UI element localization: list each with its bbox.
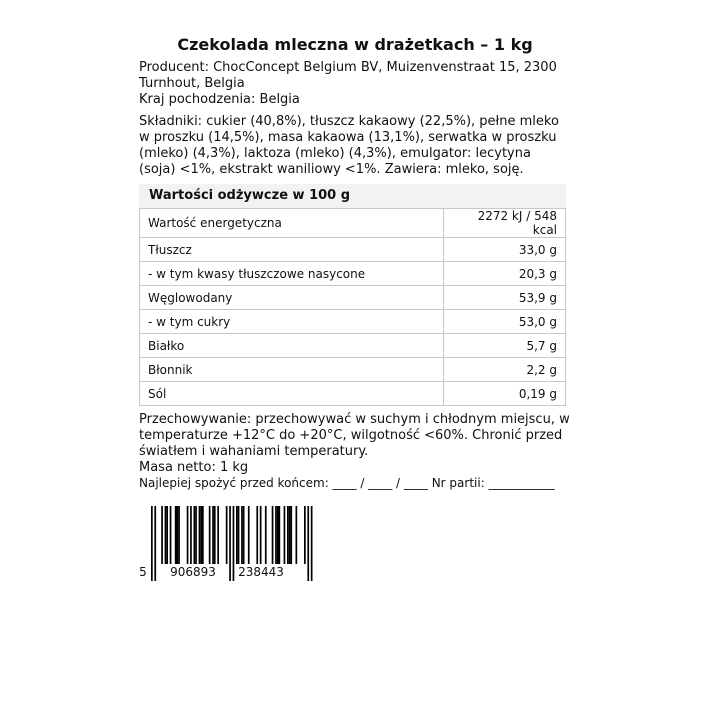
barcode-guard-bar xyxy=(229,506,231,581)
nutrition-table-header: Wartości odżywcze w 100 g xyxy=(139,184,566,208)
barcode-bar xyxy=(287,506,289,564)
nutrition-table xyxy=(139,184,566,406)
product-title: Czekolada mleczna w drażetkach – 1 kg xyxy=(177,35,533,54)
barcode-bar xyxy=(202,506,204,564)
ingredients-list: Składniki: cukier (40,8%), tłuszcz kakaowy (22,5%), pełne mleko w proszku (14,5%), masa kakaowa (13,1%), serwatka w proszku (mleko) (4,3%), laktoza (mleko) (4,3%), emulgator: lecytyna (soja) <1%, ekstrakt waniliowy <1%. Zawiera: mleko, soję. xyxy=(139,114,559,177)
nutrient-value: 0,19 g xyxy=(444,382,566,406)
barcode-bar xyxy=(209,506,211,564)
nutrient-name: - w tym kwasy tłuszczowe nasycone xyxy=(140,262,444,286)
nutrient-value: 53,0 g xyxy=(444,310,566,334)
table-row xyxy=(140,286,566,310)
nutrient-name: - w tym cukry xyxy=(140,310,444,334)
barcode-bar xyxy=(272,506,274,564)
barcode-first-digit: 5 xyxy=(139,565,147,579)
barcode-guard-bar xyxy=(311,506,313,581)
barcode xyxy=(139,506,314,582)
barcode-bar xyxy=(265,506,267,564)
barcode-bar xyxy=(199,506,201,564)
barcode-guard-bar xyxy=(307,506,309,581)
barcode-guard-bar xyxy=(151,506,153,581)
nutrient-name: Białko xyxy=(140,334,444,358)
net-mass: Masa netto: 1 kg xyxy=(139,460,249,475)
best-before-line: Najlepiej spożyć przed końcem: ____ / ____ / ____ Nr partii: ___________ xyxy=(139,476,555,490)
barcode-bar xyxy=(260,506,262,564)
nutrient-value: 20,3 g xyxy=(444,262,566,286)
barcode-bar xyxy=(256,506,258,564)
barcode-bar xyxy=(241,506,243,564)
barcode-guard-bar xyxy=(154,506,156,581)
barcode-bar xyxy=(284,506,286,564)
barcode-bar xyxy=(248,506,250,564)
nutrient-value: 33,0 g xyxy=(444,238,566,262)
barcode-bar xyxy=(226,506,228,564)
barcode-bar xyxy=(187,506,189,564)
table-row xyxy=(140,262,566,286)
barcode-bar xyxy=(194,506,196,564)
barcode-guard-bar xyxy=(233,506,235,581)
barcode-bar xyxy=(212,506,214,564)
barcode-bar xyxy=(166,506,168,564)
barcode-bar xyxy=(195,506,197,564)
nutrient-value: 2272 kJ / 548 kcal xyxy=(444,209,566,238)
nutrient-name: Błonnik xyxy=(140,358,444,382)
table-row xyxy=(140,358,566,382)
nutrient-name: Tłuszcz xyxy=(140,238,444,262)
nutrient-value: 2,2 g xyxy=(444,358,566,382)
table-row xyxy=(140,382,566,406)
barcode-bar xyxy=(177,506,179,564)
table-row xyxy=(140,310,566,334)
barcode-bar xyxy=(175,506,177,564)
table-row xyxy=(140,238,566,262)
barcode-bar xyxy=(200,506,202,564)
barcode-bar xyxy=(277,506,279,564)
barcode-bar xyxy=(290,506,292,564)
barcode-bar xyxy=(217,506,219,564)
nutrient-name: Wartość energetyczna xyxy=(140,209,444,238)
producer-info: Producent: ChocConcept Belgium BV, Muizenvenstraat 15, 2300 Turnhout, Belgia xyxy=(139,60,557,91)
barcode-bar xyxy=(165,506,167,564)
product-label xyxy=(139,34,571,491)
nutrient-value: 5,7 g xyxy=(444,334,566,358)
barcode-bar xyxy=(214,506,216,564)
nutrient-name: Sól xyxy=(140,382,444,406)
nutrient-value: 53,9 g xyxy=(444,286,566,310)
barcode-bar xyxy=(279,506,281,564)
storage-instructions: Przechowywanie: przechowywać w suchym i chłodnym miejscu, w temperaturze +12°C do +20°C, wilgotność <60%. Chronić przed światłem i wahaniami temperatury. xyxy=(139,412,570,459)
barcode-graphic xyxy=(139,506,314,582)
barcode-bar xyxy=(243,506,245,564)
table-row xyxy=(140,209,566,238)
barcode-left-digits: 906893 xyxy=(170,565,216,579)
table-row xyxy=(140,334,566,358)
barcode-bar xyxy=(296,506,298,564)
barcode-bar xyxy=(236,506,238,564)
barcode-bar xyxy=(238,506,240,564)
barcode-bar xyxy=(275,506,277,564)
barcode-bar xyxy=(190,506,192,564)
barcode-bar xyxy=(289,506,291,564)
barcode-bar xyxy=(161,506,163,564)
barcode-bar xyxy=(304,506,306,564)
barcode-bar xyxy=(178,506,180,564)
country-of-origin: Kraj pochodzenia: Belgia xyxy=(139,92,300,107)
barcode-right-digits: 238443 xyxy=(238,565,284,579)
barcode-bar xyxy=(170,506,172,564)
nutrient-name: Węglowodany xyxy=(140,286,444,310)
